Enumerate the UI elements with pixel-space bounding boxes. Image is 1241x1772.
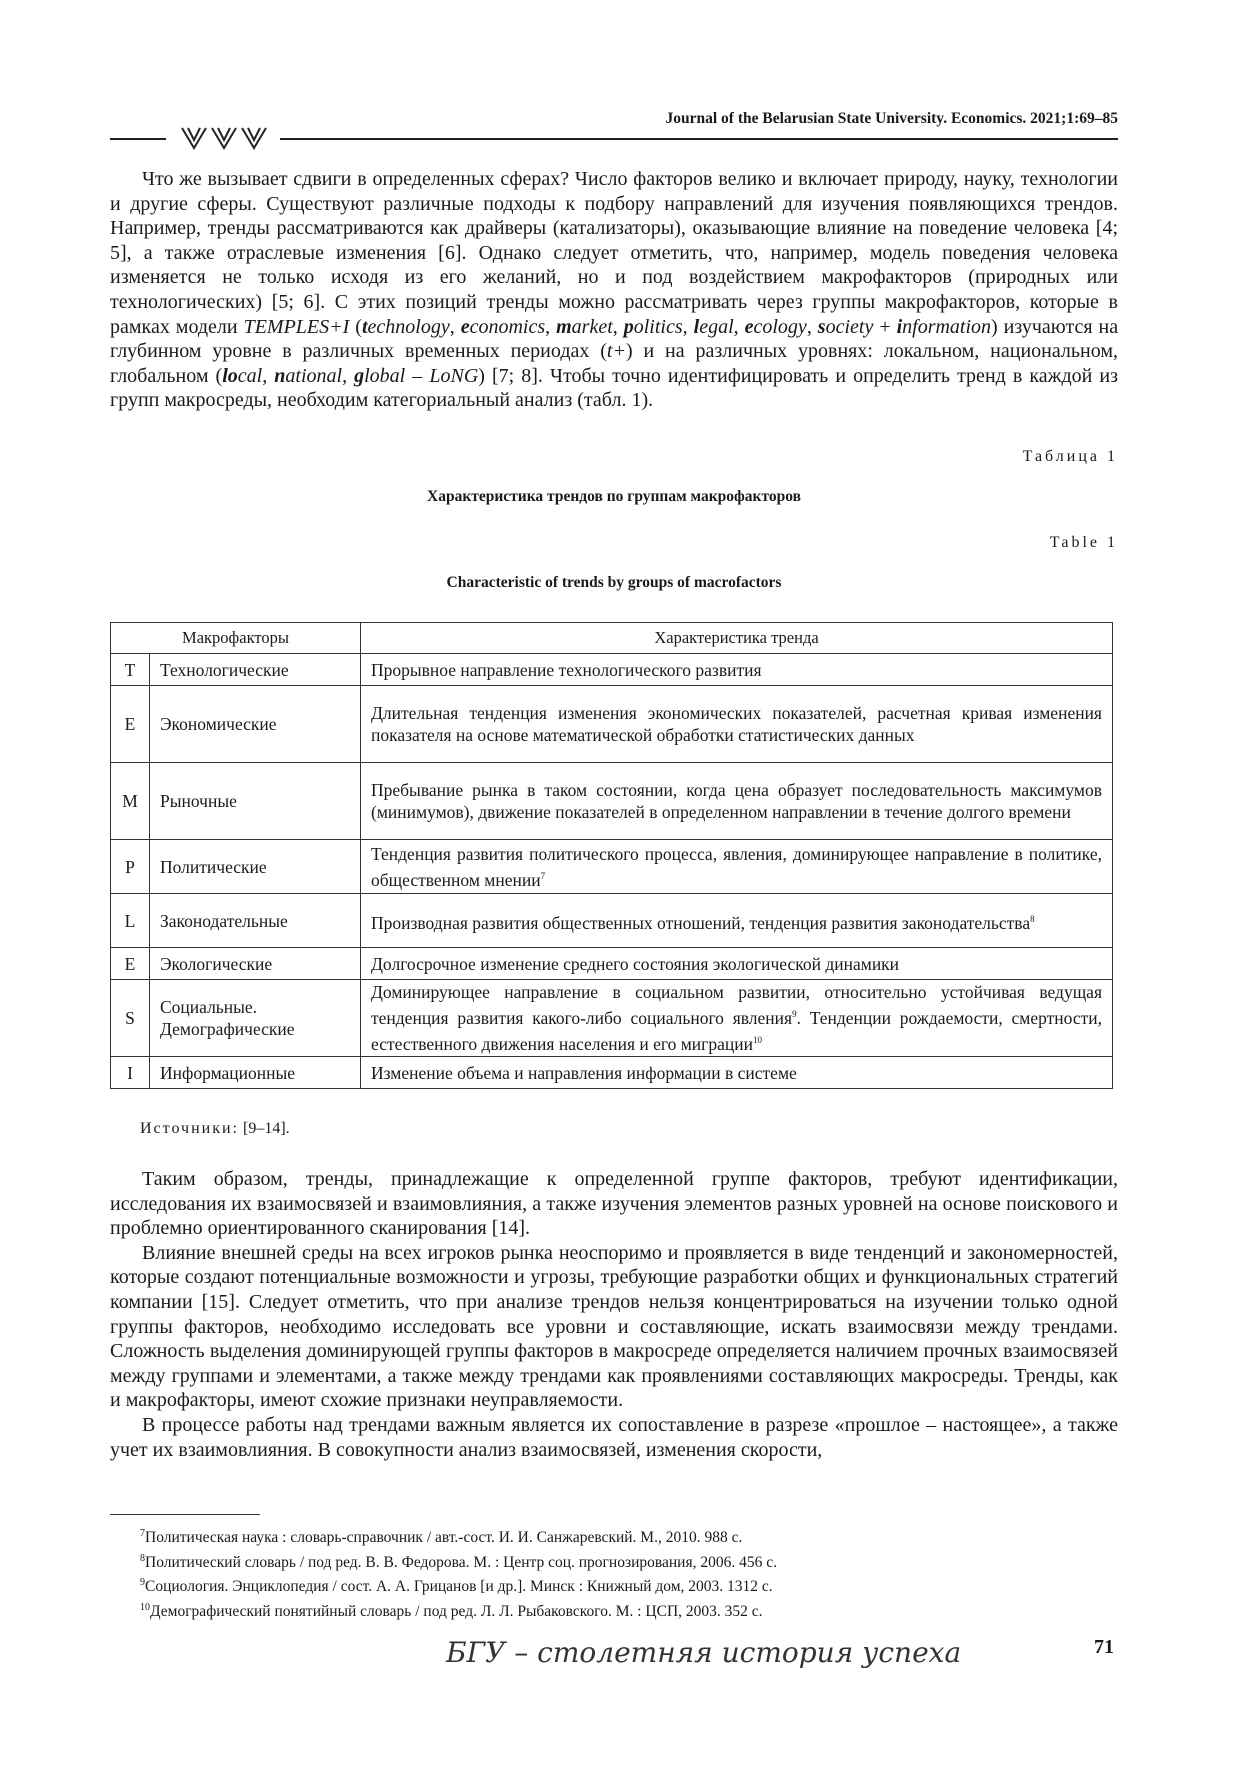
footnote-ref: 10 bbox=[752, 1035, 762, 1045]
row-group: Экономические bbox=[150, 686, 361, 763]
table-sources: Источники: [9–14]. bbox=[140, 1120, 290, 1137]
table-label-en: Table 1 bbox=[1049, 534, 1118, 551]
table-row bbox=[111, 980, 1113, 1057]
table-row bbox=[111, 1057, 1113, 1089]
row-description: Тенденция развития политического процесса, явления, доминирующее направление в политике, общественном мнении$^7$ bbox=[361, 840, 1113, 894]
footnote: $^7$Политическая наука : словарь-справочник / авт.-сост. И. И. Санжаревский. М., 2010. 988 с. bbox=[140, 1528, 743, 1547]
row-letter: T bbox=[111, 654, 150, 686]
journal-title: Journal of the Belarusian State University. Economics. 2021;1:69–85 bbox=[665, 110, 1118, 127]
row-group: Социальные. Демографические bbox=[150, 980, 361, 1057]
table-title-ru: Характеристика трендов по группам макрофакторов bbox=[427, 488, 801, 505]
table-row bbox=[111, 763, 1113, 840]
footer-slogan: БГУ – столетняя история успеха bbox=[446, 1636, 962, 1669]
row-group: Информационные bbox=[150, 1057, 361, 1089]
footnote: $^9$Социология. Энциклопедия / сост. А. А. Грицанов [и др.]. Минск : Книжный дом, 2003. 1312 с. bbox=[140, 1577, 773, 1596]
row-description: Изменение объема и направления информации в системе bbox=[361, 1057, 1113, 1089]
col-header-macrofactors: Макрофакторы bbox=[111, 623, 361, 654]
table-row bbox=[111, 840, 1113, 894]
footnote-ref: 7 bbox=[540, 870, 546, 881]
table-row bbox=[111, 894, 1113, 948]
header-rule-right bbox=[280, 138, 1118, 140]
table-row bbox=[111, 654, 1113, 686]
page-number: 71 bbox=[1094, 1636, 1114, 1658]
footnote-ref: 8 bbox=[1030, 913, 1035, 924]
footnote-rule bbox=[110, 1514, 260, 1515]
row-group: Экологические bbox=[150, 948, 361, 980]
row-letter: E bbox=[111, 686, 150, 763]
footnote-ref: 9 bbox=[792, 1009, 797, 1020]
table-label-ru: Таблица 1 bbox=[1022, 448, 1118, 465]
row-letter: E bbox=[111, 948, 150, 980]
header-rule-left bbox=[110, 138, 166, 140]
row-description: Прорывное направление технологического развития bbox=[361, 654, 1113, 686]
row-group: Политические bbox=[150, 840, 361, 894]
row-description: Доминирующее направление в социальном развитии, относительно устойчивая ведущая тенденция развития какого-либо социального явления$^9$. Тенденции рождаемости, смертности, естественного движения населения и его миграции$^{10}$ bbox=[361, 980, 1113, 1057]
row-description: Пребывание рынка в таком состоянии, когда цена образует последовательность максимумов (минимумов), движение показателей в определенном направлении в течение долгого времени bbox=[361, 763, 1113, 840]
row-description: Длительная тенденция изменения экономических показателей, расчетная кривая изменения показателя на основе математической обработки статистических данных bbox=[361, 686, 1113, 763]
table-row bbox=[111, 948, 1113, 980]
paragraph: В процессе работы над трендами важным является их сопоставление в разрезе «прошлое – настоящее», а также учет их взаимовлияния. В совокупности анализ взаимосвязей, изменения скорости, bbox=[110, 1413, 1118, 1461]
col-header-trend: Характеристика тренда bbox=[361, 623, 1113, 654]
table-title-en: Characteristic of trends by groups of macrofactors bbox=[446, 574, 782, 591]
row-letter: P bbox=[111, 840, 150, 894]
footnote: $^8$Политический словарь / под ред. В. В. Федорова. М. : Центр соц. прогнозирования, 2006. 456 с. bbox=[140, 1552, 777, 1571]
row-group: Рыночные bbox=[150, 763, 361, 840]
row-description: Долгосрочное изменение среднего состояния экологической динамики bbox=[361, 948, 1113, 980]
running-header bbox=[110, 108, 1118, 144]
paragraph: Влияние внешней среды на всех игроков рынка неоспоримо и проявляется в виде тенденций и закономерностей, которые создают потенциальные возможности и угрозы, требующие разработки общих и функциональных стратегий компании [15]. Следует отметить, что при анализе трендов нельзя концентрироваться на изучении только одной группы факторов, необходимо исследовать все уровни и составляющие, искать взаимосвязи между трендами. Сложность выделения доминирующей группы факторов в макросреде определяется наличием прочных взаимосвязей между группами и элементами, а также между трендами как проявлениями составляющих макросреды. Тренды, как и макрофакторы, имеют схожие признаки неуправляемости. bbox=[110, 1241, 1118, 1412]
footnotes bbox=[140, 1524, 777, 1623]
footnote: $^{10}$Демографический понятийный словарь / под ред. Л. Л. Рыбаковского. М. : ЦСП, 2003. 352 с. bbox=[140, 1601, 763, 1621]
row-description: Производная развития общественных отношений, тенденция развития законодательства$^8$ bbox=[361, 894, 1113, 948]
intro-paragraph: Что же вызывает сдвиги в определенных сферах? Число факторов велико и включает природу, науку, технологии и другие сферы. Существуют различные подходы к подбору направлений для изучения появляющихся трендов. Например, тренды рассматриваются как драйверы (катализаторы), оказывающие влияние на поведение человека [4; 5], а также отраслевые изменения [6]. Однако следует отметить, что, например, модель поведения человека изменяется не только исходя из его желаний, но и под воздействием макрофакторов (природных или технологических) [5; 6]. С этих позиций тренды можно рассматривать через группы макрофакторов, которые в рамках модели TEMPLES+I (technology, economics, market, politics, legal, ecology, society + information) изучаются на глубинном уровне в различных временных периодах (t+) и на различных уровнях: локальном, национальном, глобальном (local, national, global – LoNG) [7; 8]. Чтобы точно идентифицировать и определить тренд в каждой из групп макросреды, необходим категориальный анализ (табл. 1). bbox=[110, 168, 1119, 412]
ornament-icon bbox=[178, 122, 274, 152]
row-letter: M bbox=[111, 763, 150, 840]
row-group: Законодательные bbox=[150, 894, 361, 948]
row-letter: I bbox=[111, 1057, 150, 1089]
macrofactors-table bbox=[110, 622, 1113, 1089]
paragraph: Таким образом, тренды, принадлежащие к определенной группе факторов, требуют идентификации, исследования их взаимосвязей и взаимовлияния, а также изучения элементов разных уровней на основе поискового и проблемно ориентированного сканирования [14]. bbox=[110, 1168, 1118, 1240]
body-text bbox=[110, 1167, 1118, 1462]
table-header-row bbox=[111, 623, 1113, 654]
row-letter: S bbox=[111, 980, 150, 1057]
row-group: Технологические bbox=[150, 654, 361, 686]
row-letter: L bbox=[111, 894, 150, 948]
table-row bbox=[111, 686, 1113, 763]
